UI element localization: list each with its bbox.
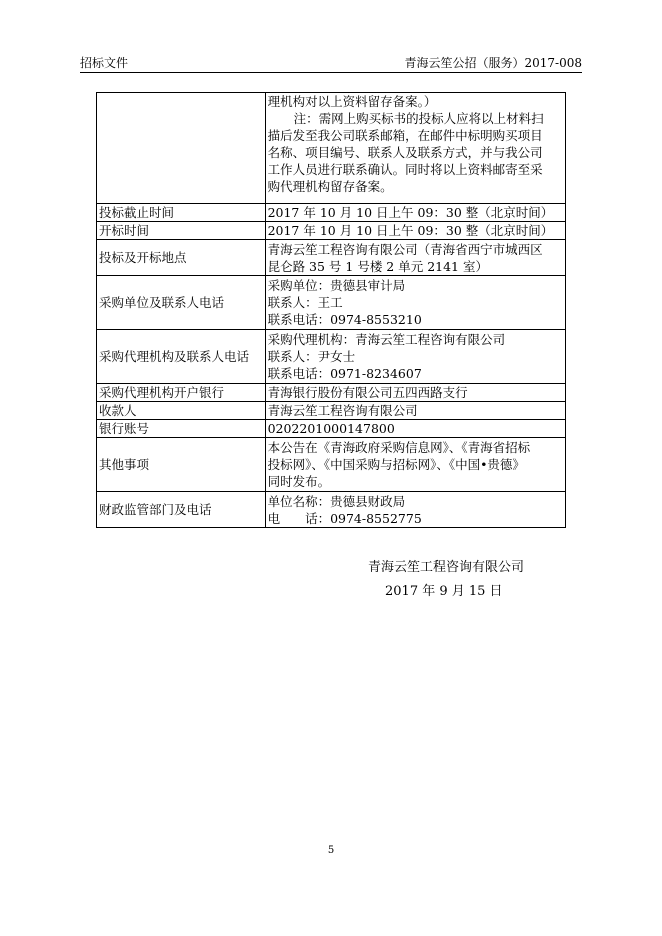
table-row [97,240,566,276]
cell-line: 本公告在《青海政府采购信息网》、《青海省招标 [267,440,531,455]
table-cell-value: 青海银行股份有限公司五四西路支行 [265,384,565,402]
table-cell-value: 2017 年 10 月 10 日上午 09：30 整（北京时间） [265,204,565,222]
table-cell-label: 采购代理机构开户银行 [97,384,266,402]
table-cell-label: 采购代理机构及联系人电话 [97,330,266,384]
table-cell-value [265,276,565,330]
table-cell-value: 青海云笙工程咨询有限公司 [265,402,565,420]
signing-company: 青海云笙工程咨询有限公司 [368,560,525,575]
table-row [97,420,566,438]
page-header [80,52,582,73]
table-cell-label: 收款人 [97,402,266,420]
cell-line: 投标网》、《中国采购与招标网》、《中国•贵德》 [267,457,525,472]
table-row [97,330,566,384]
table-row [97,402,566,420]
table-row [97,204,566,222]
cell-line: 名称、项目编号、联系人及联系方式，并与我公司 [267,145,543,160]
cell-line: 联系人：尹女士 [267,349,356,364]
table-cell-value: 0202201000147800 [265,420,565,438]
cell-line: 同时发布。 [267,474,331,489]
table-cell-label: 投标截止时间 [97,204,266,222]
cell-line: 采购代理机构：青海云笙工程咨询有限公司 [267,332,506,347]
table-cell-label: 投标及开标地点 [97,240,266,276]
table-cell-label: 其他事项 [97,438,266,492]
table-cell-label: 财政监管部门及电话 [97,492,266,528]
table-cell-value [265,492,565,528]
cell-line: 理机构对以上资料留存备案。） [267,94,437,109]
table-row [97,384,566,402]
cell-line: 注：需网上购买标书的投标人应将以上材料扫 [293,111,544,126]
cell-line: 电 话：0974-8552775 [267,510,422,526]
signing-date: 2017 年 9 月 15 日 [385,584,503,599]
cell-line: 青海云笙工程咨询有限公司（青海省西宁市城西区 [267,241,543,257]
cell-line: 描后发至我公司联系邮箱，在邮件中标明购买项目 [267,128,543,143]
cell-line: 采购单位：贵德县审计局 [267,278,406,293]
header-left-text: 招标文件 [80,56,129,70]
cell-line: 昆仑路 35 号 1 号楼 2 单元 2141 室） [267,258,488,274]
page-number: 5 [327,845,335,856]
table-cell-value: 2017 年 10 月 10 日上午 09：30 整（北京时间） [265,222,565,240]
cell-line: 联系电话：0971-8234607 [267,366,422,381]
header-right-text: 青海云笙公招（服务）2017-008 [404,56,582,70]
tender-info-table [96,92,566,528]
table-row [97,93,566,204]
table-row [97,438,566,492]
table-cell-label [97,93,266,204]
table-row [97,492,566,528]
cell-line: 工作人员进行联系确认。同时将以上资料邮寄至采 [267,162,543,177]
table-cell-value [265,240,565,276]
table-cell-label: 采购单位及联系人电话 [97,276,266,330]
cell-line: 联系人：王工 [267,295,343,310]
cell-line: 单位名称：贵德县财政局 [267,493,406,509]
cell-line: 联系电话：0974-8553210 [267,312,422,327]
table-cell-label: 开标时间 [97,222,266,240]
table-cell-value [265,93,565,204]
table-cell-label: 银行账号 [97,420,266,438]
table-row [97,222,566,240]
table-row [97,276,566,330]
cell-line: 购代理机构留存备案。 [267,179,393,194]
table-cell-value [265,330,565,384]
table-cell-value [265,438,565,492]
